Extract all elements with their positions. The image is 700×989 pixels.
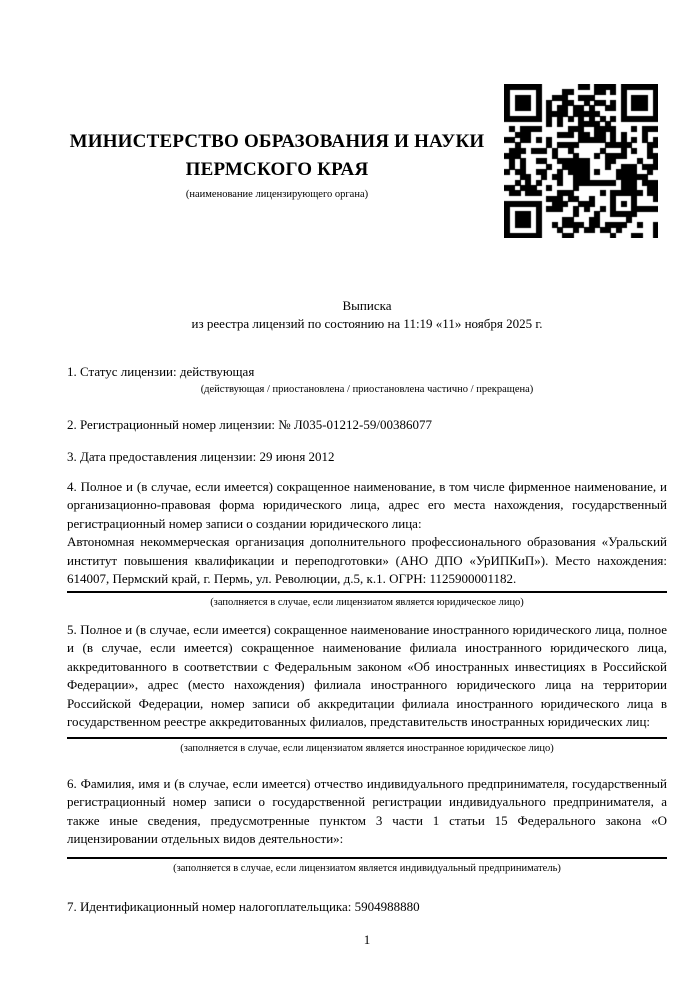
qr-code-icon <box>504 84 658 238</box>
item-foreign-entity-question: 5. Полное и (в случае, если имеется) сокращенное наименование иностранного юридического лица, полное и (в случае, если имеется) сокращенное наименование филиала иностранного юридического лица, аккредитованного в соответствии с Федеральным законом «Об иностранных инвестициях в Российской Федерации», адрес (место нахождения) филиала иностранного юридического лица на территории Российской Федерации, номер записи об аккредитации филиала иностранного юридического лица в государственном реестре аккредитованных филиалов, представительств иностранных юридических лиц: <box>67 621 667 729</box>
fill-line-entrepreneur <box>67 857 667 859</box>
item-license-status-caption: (действующая / приостановлена / приостановлена частично / прекращена) <box>200 383 534 395</box>
item-license-status: 1. Статус лицензии: действующая <box>67 364 255 379</box>
document-body <box>67 297 667 950</box>
page-number: 1 <box>363 932 371 947</box>
item-grant-date: 3. Дата предоставления лицензии: 29 июня 2012 <box>67 449 335 464</box>
issuer-name-line1: МИНИСТЕРСТВО ОБРАЗОВАНИЯ И НАУКИ <box>69 131 485 152</box>
item-legal-entity-caption: (заполняется в случае, если лицензиатом является юридическое лицо) <box>210 596 524 608</box>
fill-line-foreign-entity <box>67 737 667 739</box>
document-title <box>67 297 667 332</box>
item-legal-entity-question: 4. Полное и (в случае, если имеется) сокращенное наименование, в том числе фирменное наименование, и организационно-правовая форма юридического лица, адрес его места нахождения, государственный регистрационный номер записи о создании юридического лица: <box>67 478 667 531</box>
issuer-header <box>67 128 487 201</box>
issuer-name <box>67 128 487 184</box>
qr-code-canvas <box>504 84 658 238</box>
fill-line-legal-entity <box>67 591 667 593</box>
item-foreign-entity-caption: (заполняется в случае, если лицензиатом является иностранное юридическое лицо) <box>180 742 554 754</box>
issuer-caption: (наименование лицензирующего органа) <box>185 189 369 200</box>
item-entrepreneur-question: 6. Фамилия, имя и (в случае, если имеется) отчество индивидуального предпринимателя, государственный регистрационный номер записи о государственной регистрации индивидуального предпринимателя, а также иные сведения, предусмотренные пунктом 3 части 1 статьи 15 Федерального закона «О лицензировании отдельных видов деятельности»: <box>67 775 667 846</box>
document-title-line: Выписка <box>342 298 392 313</box>
item-legal-entity-answer: Автономная некоммерческая организация дополнительного профессионального образования «Уральский институт повышения квалификации и переподготовки» (АНО ДПО «УрИПКиП»). Место нахождения: 614007, Пермский край, г. Пермь, ул. Революции, д.5, к.1. ОГРН: 1125900001182. <box>67 534 667 586</box>
item-taxpayer-number: 7. Идентификационный номер налогоплательщика: 5904988880 <box>67 898 420 914</box>
item-entrepreneur-caption: (заполняется в случае, если лицензиатом является индивидуальный предприниматель) <box>173 862 561 874</box>
issuer-name-line2: ПЕРМСКОГО КРАЯ <box>185 159 369 180</box>
item-registration-number: 2. Регистрационный номер лицензии: № Л035-01212-59/00386077 <box>67 416 433 432</box>
document-subtitle-line: из реестра лицензий по состоянию на 11:19 «11» ноября 2025 г. <box>191 315 543 331</box>
